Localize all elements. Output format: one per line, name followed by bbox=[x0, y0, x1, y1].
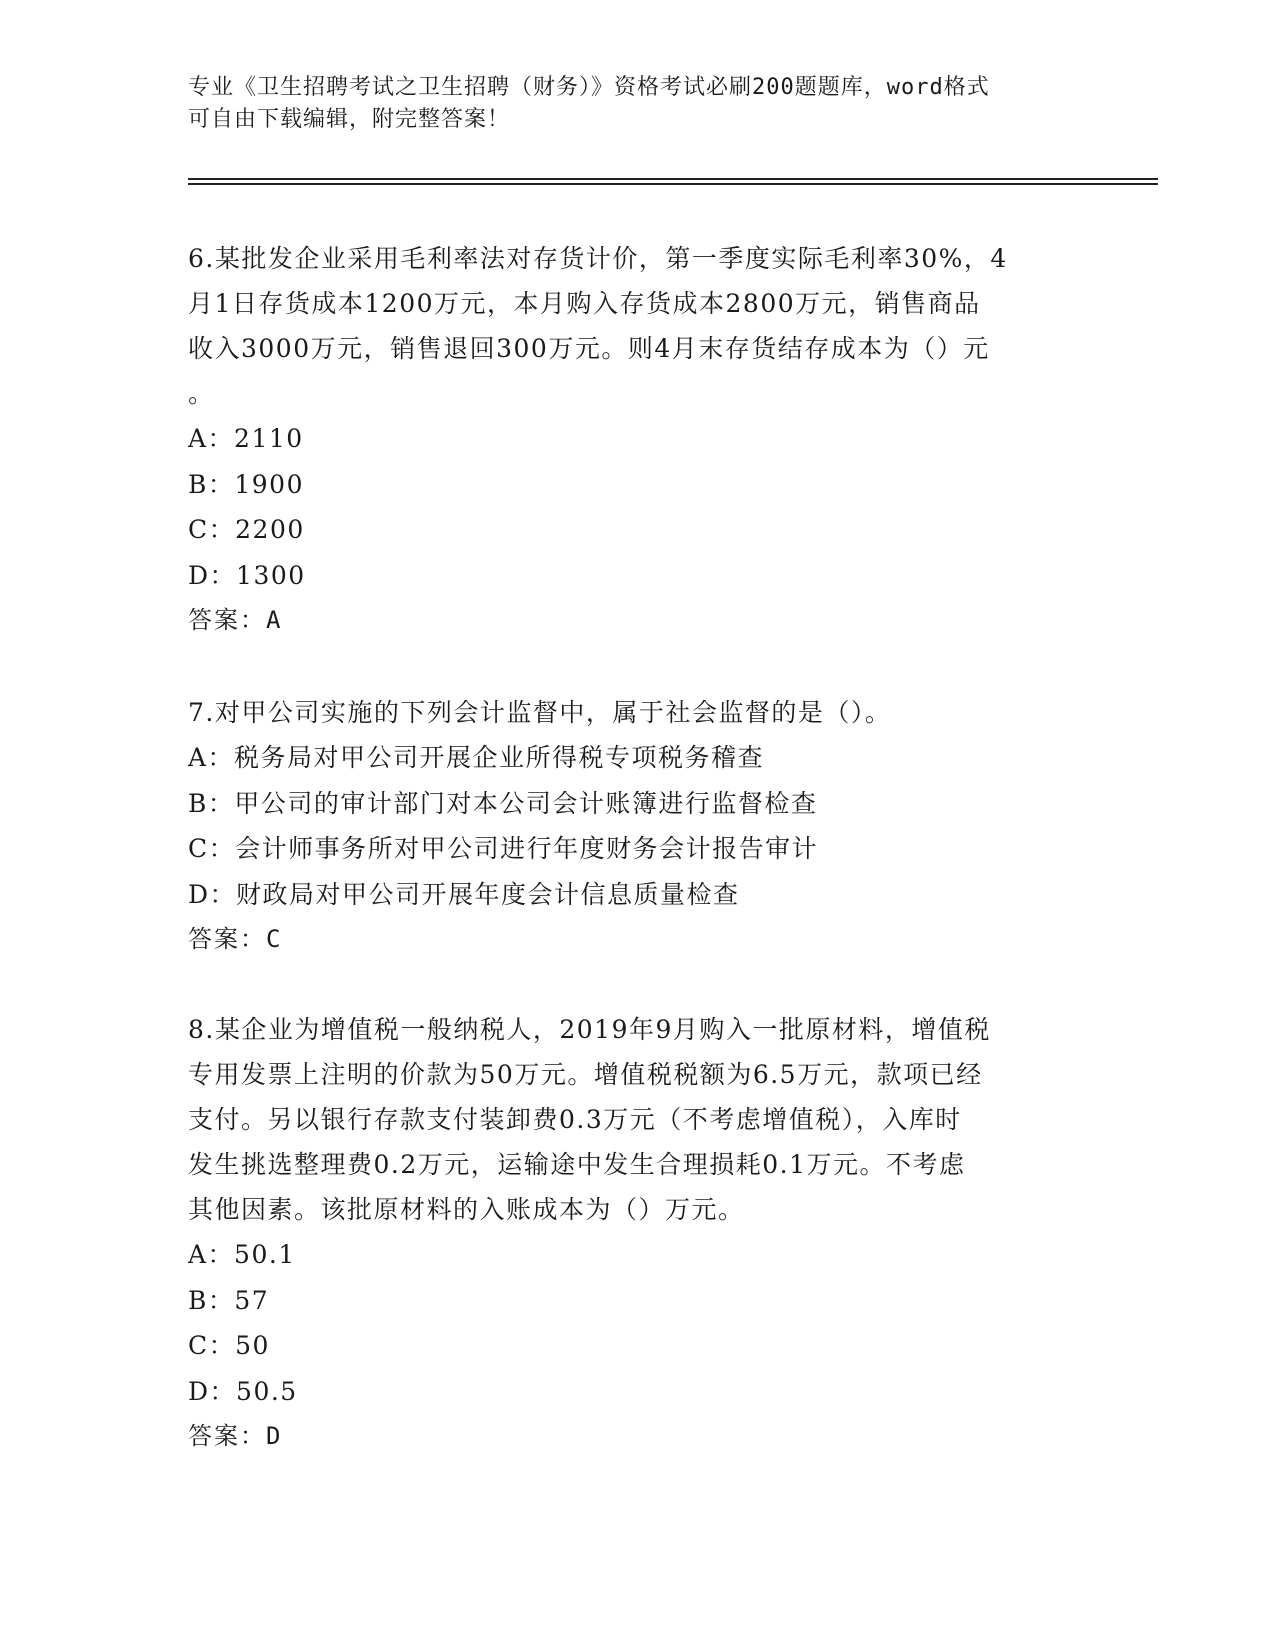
stem-line: 专用发票上注明的价款为50万元。增值税税额为6.5万元，款项已经 bbox=[188, 1060, 983, 1089]
question-stem bbox=[188, 690, 1078, 735]
option-d: D：财政局对甲公司开展年度会计信息质量检查 bbox=[188, 879, 740, 909]
stem-line: 支付。另以银行存款支付装卸费0.3万元（不考虑增值税），入库时 bbox=[188, 1105, 962, 1134]
stem-line: 发生挑选整理费0.2万元，运输途中发生合理损耗0.1万元。不考虑 bbox=[188, 1150, 966, 1179]
stem-line: 其他因素。该批原材料的入账成本为（）万元。 bbox=[188, 1195, 745, 1224]
stem-line: 7.对甲公司实施的下列会计监督中，属于社会监督的是（）。 bbox=[188, 698, 892, 727]
question-7 bbox=[188, 690, 1078, 962]
option-b: B：57 bbox=[188, 1285, 270, 1315]
option-d: D：1300 bbox=[188, 560, 306, 590]
question-6 bbox=[188, 236, 1078, 643]
header-title-line-1: 专业《卫生招聘考试之卫生招聘（财务）》资格考试必刷200题题库，word格式 bbox=[188, 75, 990, 100]
stem-line: 收入3000万元，销售退回300万元。则4月末存货结存成本为（）元 bbox=[188, 334, 990, 363]
option-c: C：50 bbox=[188, 1331, 270, 1360]
option-d: D：50.5 bbox=[188, 1376, 298, 1406]
stem-line: 月1日存货成本1200万元，本月购入存货成本2800万元，销售商品 bbox=[188, 289, 981, 318]
header-title-line-2: 可自由下载编辑，附完整答案！ bbox=[188, 107, 511, 132]
option-b: B：1900 bbox=[188, 469, 304, 499]
option-a: A：50.1 bbox=[188, 1240, 296, 1269]
document-header bbox=[188, 72, 1068, 136]
option-a: A：税务局对甲公司开展企业所得税专项税务稽查 bbox=[188, 743, 765, 772]
option-a: A：2110 bbox=[188, 424, 304, 453]
option-c: C：会计师事务所对甲公司进行年度财务会计报告审计 bbox=[188, 834, 819, 863]
option-b: B：甲公司的审计部门对本公司会计账簿进行监督检查 bbox=[188, 788, 818, 818]
stem-line: 。 bbox=[188, 379, 215, 408]
question-stem bbox=[188, 236, 1078, 416]
header-divider-top bbox=[188, 178, 1158, 180]
answer-line: 答案：C bbox=[188, 925, 283, 953]
option-list bbox=[188, 416, 1078, 598]
stem-line: 8.某企业为增值税一般纳税人，2019年9月购入一批原材料，增值税 bbox=[188, 1015, 991, 1044]
question-8 bbox=[188, 1007, 1078, 1459]
question-stem bbox=[188, 1007, 1078, 1232]
option-list bbox=[188, 735, 1078, 917]
stem-line: 6.某批发企业采用毛利率法对存货计价，第一季度实际毛利率30%，4 bbox=[188, 244, 1008, 273]
option-list bbox=[188, 1232, 1078, 1414]
answer-line: 答案：D bbox=[188, 1422, 283, 1450]
answer-line: 答案：A bbox=[188, 606, 283, 634]
option-c: C：2200 bbox=[188, 515, 305, 544]
header-divider-bottom bbox=[188, 183, 1158, 185]
